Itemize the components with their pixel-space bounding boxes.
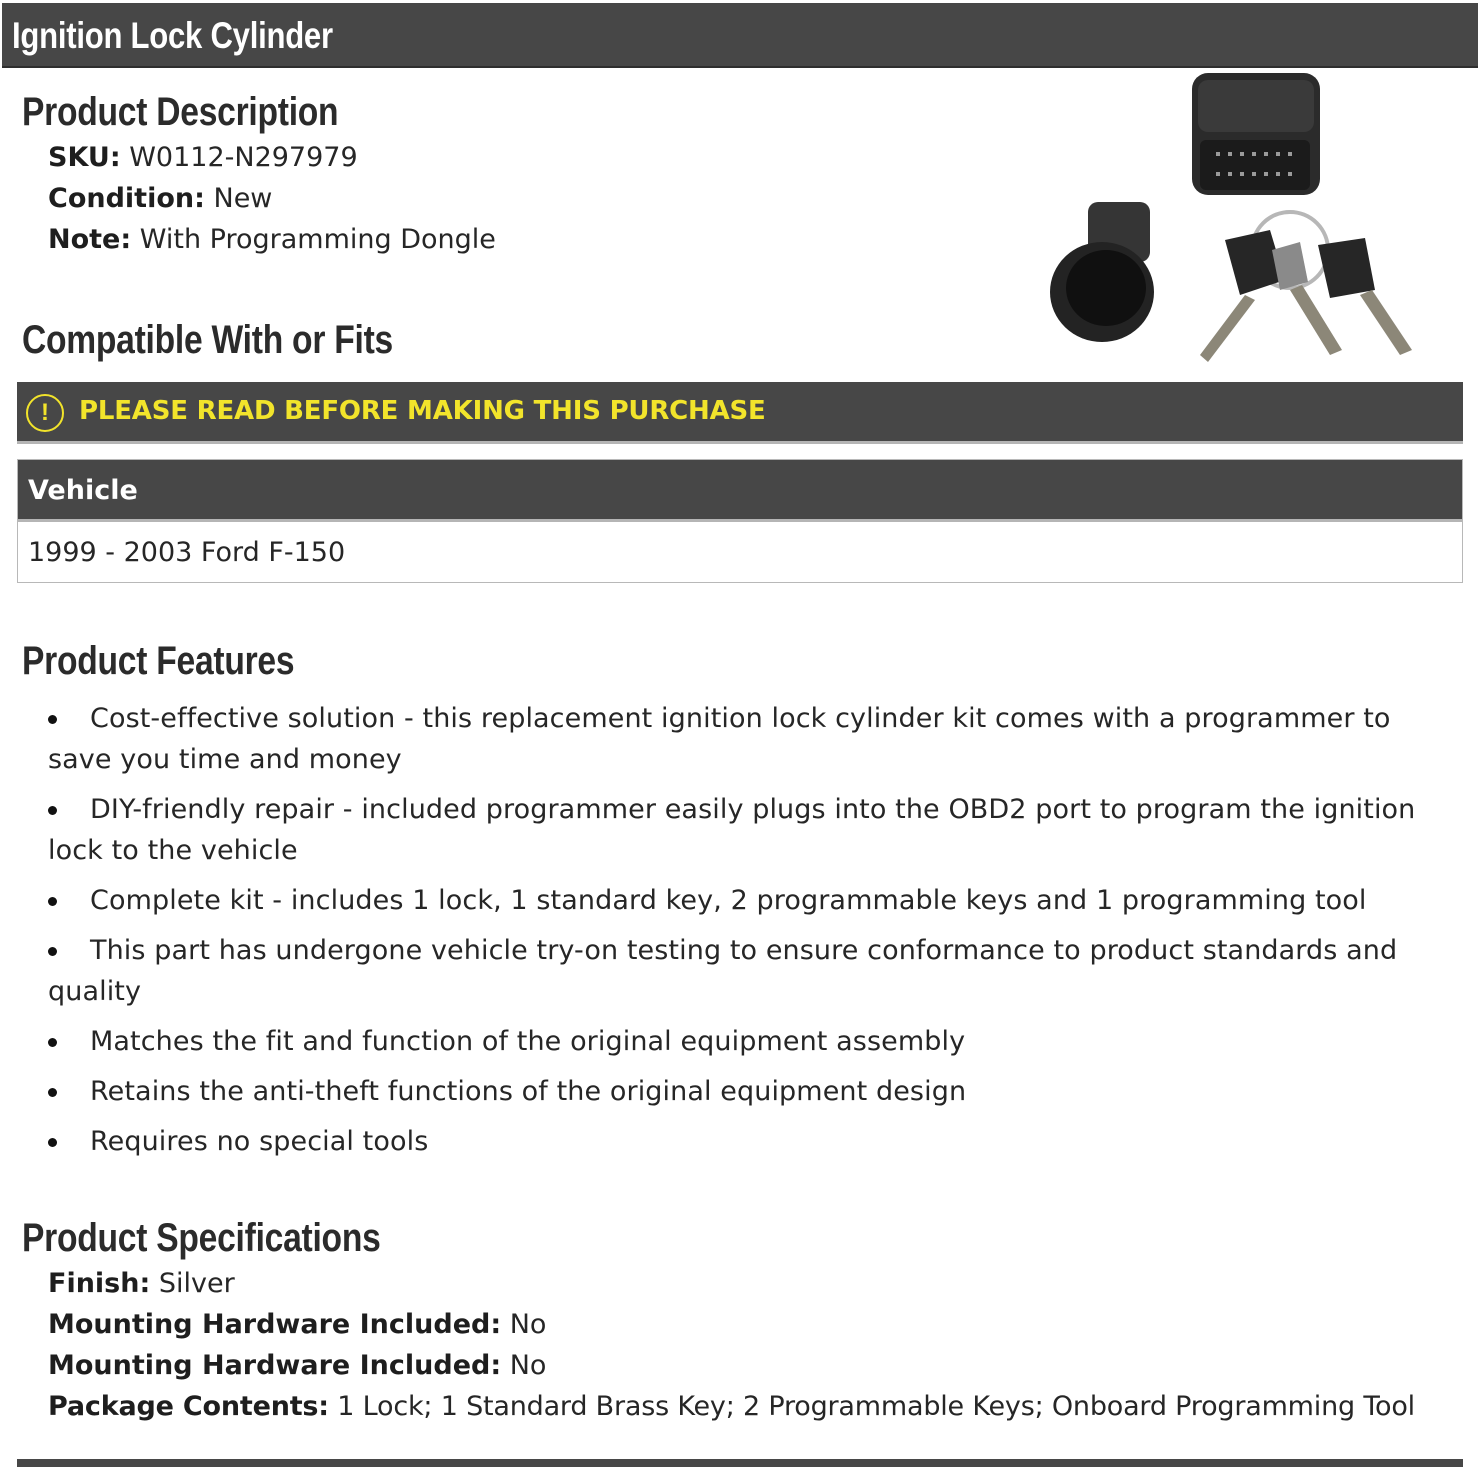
vehicle-table [17,459,1463,583]
vehicle-cell: 1999 - 2003 Ford F-150 [28,537,346,568]
note-line [48,224,496,255]
finish-line [48,1268,235,1299]
finish-value: Silver [158,1268,235,1299]
mounting-hardware-label-2: Mounting Hardware Included: [48,1350,502,1381]
condition-line [48,183,272,214]
features-heading: Product Features [22,639,295,683]
bottom-divider [17,1459,1463,1467]
vehicle-column-header: Vehicle [28,475,138,506]
vehicle-table-header [18,460,1462,522]
list-item: Cost-effective solution - this replacement ignition lock cylinder kit comes with a programmer to save you time and money [48,698,1458,780]
package-contents-label: Package Contents: [48,1391,329,1422]
sku-value: W0112-N297979 [129,142,358,173]
sku-label: SKU: [48,142,121,173]
page-title: Ignition Lock Cylinder [12,15,333,56]
title-bar [2,3,1478,68]
package-contents-line [48,1391,1415,1422]
list-item: Retains the anti-theft functions of the original equipment design [48,1071,1458,1112]
mounting-hardware-line-2 [48,1350,546,1381]
package-contents-value: 1 Lock; 1 Standard Brass Key; 2 Programmable Keys; Onboard Programming Tool [337,1391,1415,1422]
list-item: This part has undergone vehicle try-on testing to ensure conformance to product standards and quality [48,930,1458,1012]
specs-heading: Product Specifications [22,1216,381,1260]
description-heading: Product Description [22,90,339,134]
list-item: Requires no special tools [48,1121,1458,1162]
note-value: With Programming Dongle [139,224,496,255]
sku-line [48,142,358,173]
mounting-hardware-line [48,1309,546,1340]
finish-label: Finish: [48,1268,151,1299]
keys-image [1200,212,1412,362]
condition-value: New [213,183,273,214]
mounting-hardware-value-2: No [509,1350,547,1381]
programming-dongle-image [1192,73,1320,195]
warning-text: PLEASE READ BEFORE MAKING THIS PURCHASE [79,396,766,426]
warning-banner [17,382,1463,444]
lock-cylinder-image [1050,202,1154,342]
condition-label: Condition: [48,183,205,214]
compat-heading: Compatible With or Fits [22,318,393,362]
list-item: Complete kit - includes 1 lock, 1 standard key, 2 programmable keys and 1 programming tool [48,880,1458,921]
mounting-hardware-value: No [509,1309,547,1340]
features-list [48,698,1458,1171]
list-item: Matches the fit and function of the original equipment assembly [48,1021,1458,1062]
note-label: Note: [48,224,132,255]
mounting-hardware-label: Mounting Hardware Included: [48,1309,502,1340]
product-image [1040,70,1460,370]
exclamation-circle-icon: ! [26,394,64,432]
list-item: DIY-friendly repair - included programmer easily plugs into the OBD2 port to program the ignition lock to the vehicle [48,789,1458,871]
